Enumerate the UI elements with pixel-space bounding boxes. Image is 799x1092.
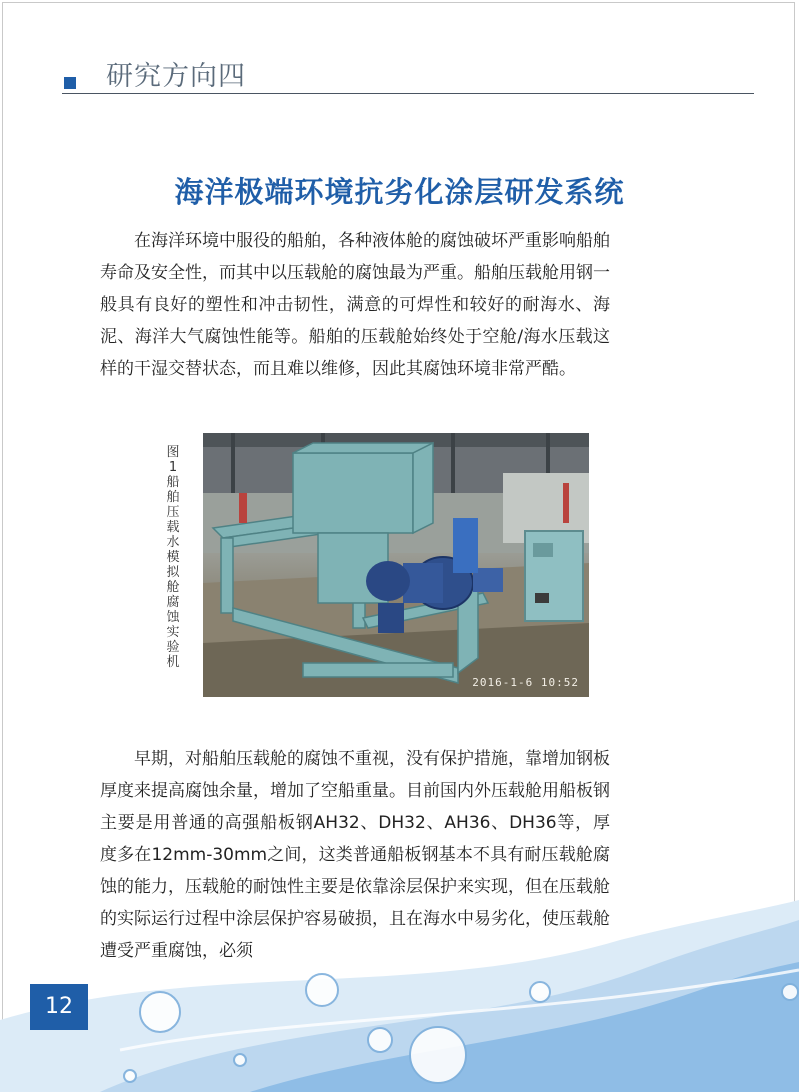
water-droplet-icon bbox=[410, 1027, 466, 1083]
water-droplet-icon bbox=[368, 1028, 392, 1052]
water-droplet-icon bbox=[306, 974, 338, 1006]
page-number: 12 bbox=[30, 984, 88, 1030]
section-title: 研究方向四 bbox=[106, 61, 246, 92]
section-rule bbox=[62, 93, 754, 94]
main-title: 海洋极端环境抗劣化涂层研发系统 bbox=[174, 175, 625, 209]
water-droplet-icon bbox=[140, 992, 180, 1032]
figure-caption: 图1 船舶压载水模拟舱腐蚀实验机 bbox=[166, 445, 180, 670]
paragraph-1 bbox=[100, 225, 610, 385]
section-marker bbox=[64, 77, 76, 89]
paragraph-2-text: 早期，对船舶压载舱的腐蚀不重视，没有保护措施，靠增加钢板厚度来提高腐蚀余量，增加了空船重量。目前国内外压载舱用船板钢主要是用普通的高强船板钢AH32、DH32、AH36、DH36等，厚度多在12mm-30mm之间，这类普通船板钢基本不具有耐压载舱腐蚀的能力，压载舱的耐蚀性主要是依靠涂层保护来实现，但在压载舱的实际运行过程中涂层保护容易破损，且在海水中易劣化，使压载舱遭受严重腐蚀，必须 bbox=[100, 749, 610, 961]
water-droplet-icon bbox=[234, 1054, 246, 1066]
water-droplet-icon bbox=[530, 982, 550, 1002]
machine-photo-illustration bbox=[203, 433, 589, 697]
figure-photo bbox=[203, 433, 589, 697]
water-wave-decoration bbox=[0, 900, 799, 1092]
photo-timestamp: 2016-1-6 10:52 bbox=[472, 676, 579, 689]
water-droplet-icon bbox=[124, 1070, 136, 1082]
paragraph-1-text: 在海洋环境中服役的船舶，各种液体舱的腐蚀破坏严重影响船舶寿命及安全性，而其中以压载舱的腐蚀最为严重。船舶压载舱用钢一般具有良好的塑性和冲击韧性，满意的可焊性和较好的耐海水、海泥、海洋大气腐蚀性能等。船舶的压载舱始终处于空舱/海水压载这样的干湿交替状态，而且难以维修，因此其腐蚀环境非常严酷。 bbox=[100, 231, 610, 379]
water-droplet-icon bbox=[782, 984, 798, 1000]
section-header bbox=[62, 60, 754, 96]
